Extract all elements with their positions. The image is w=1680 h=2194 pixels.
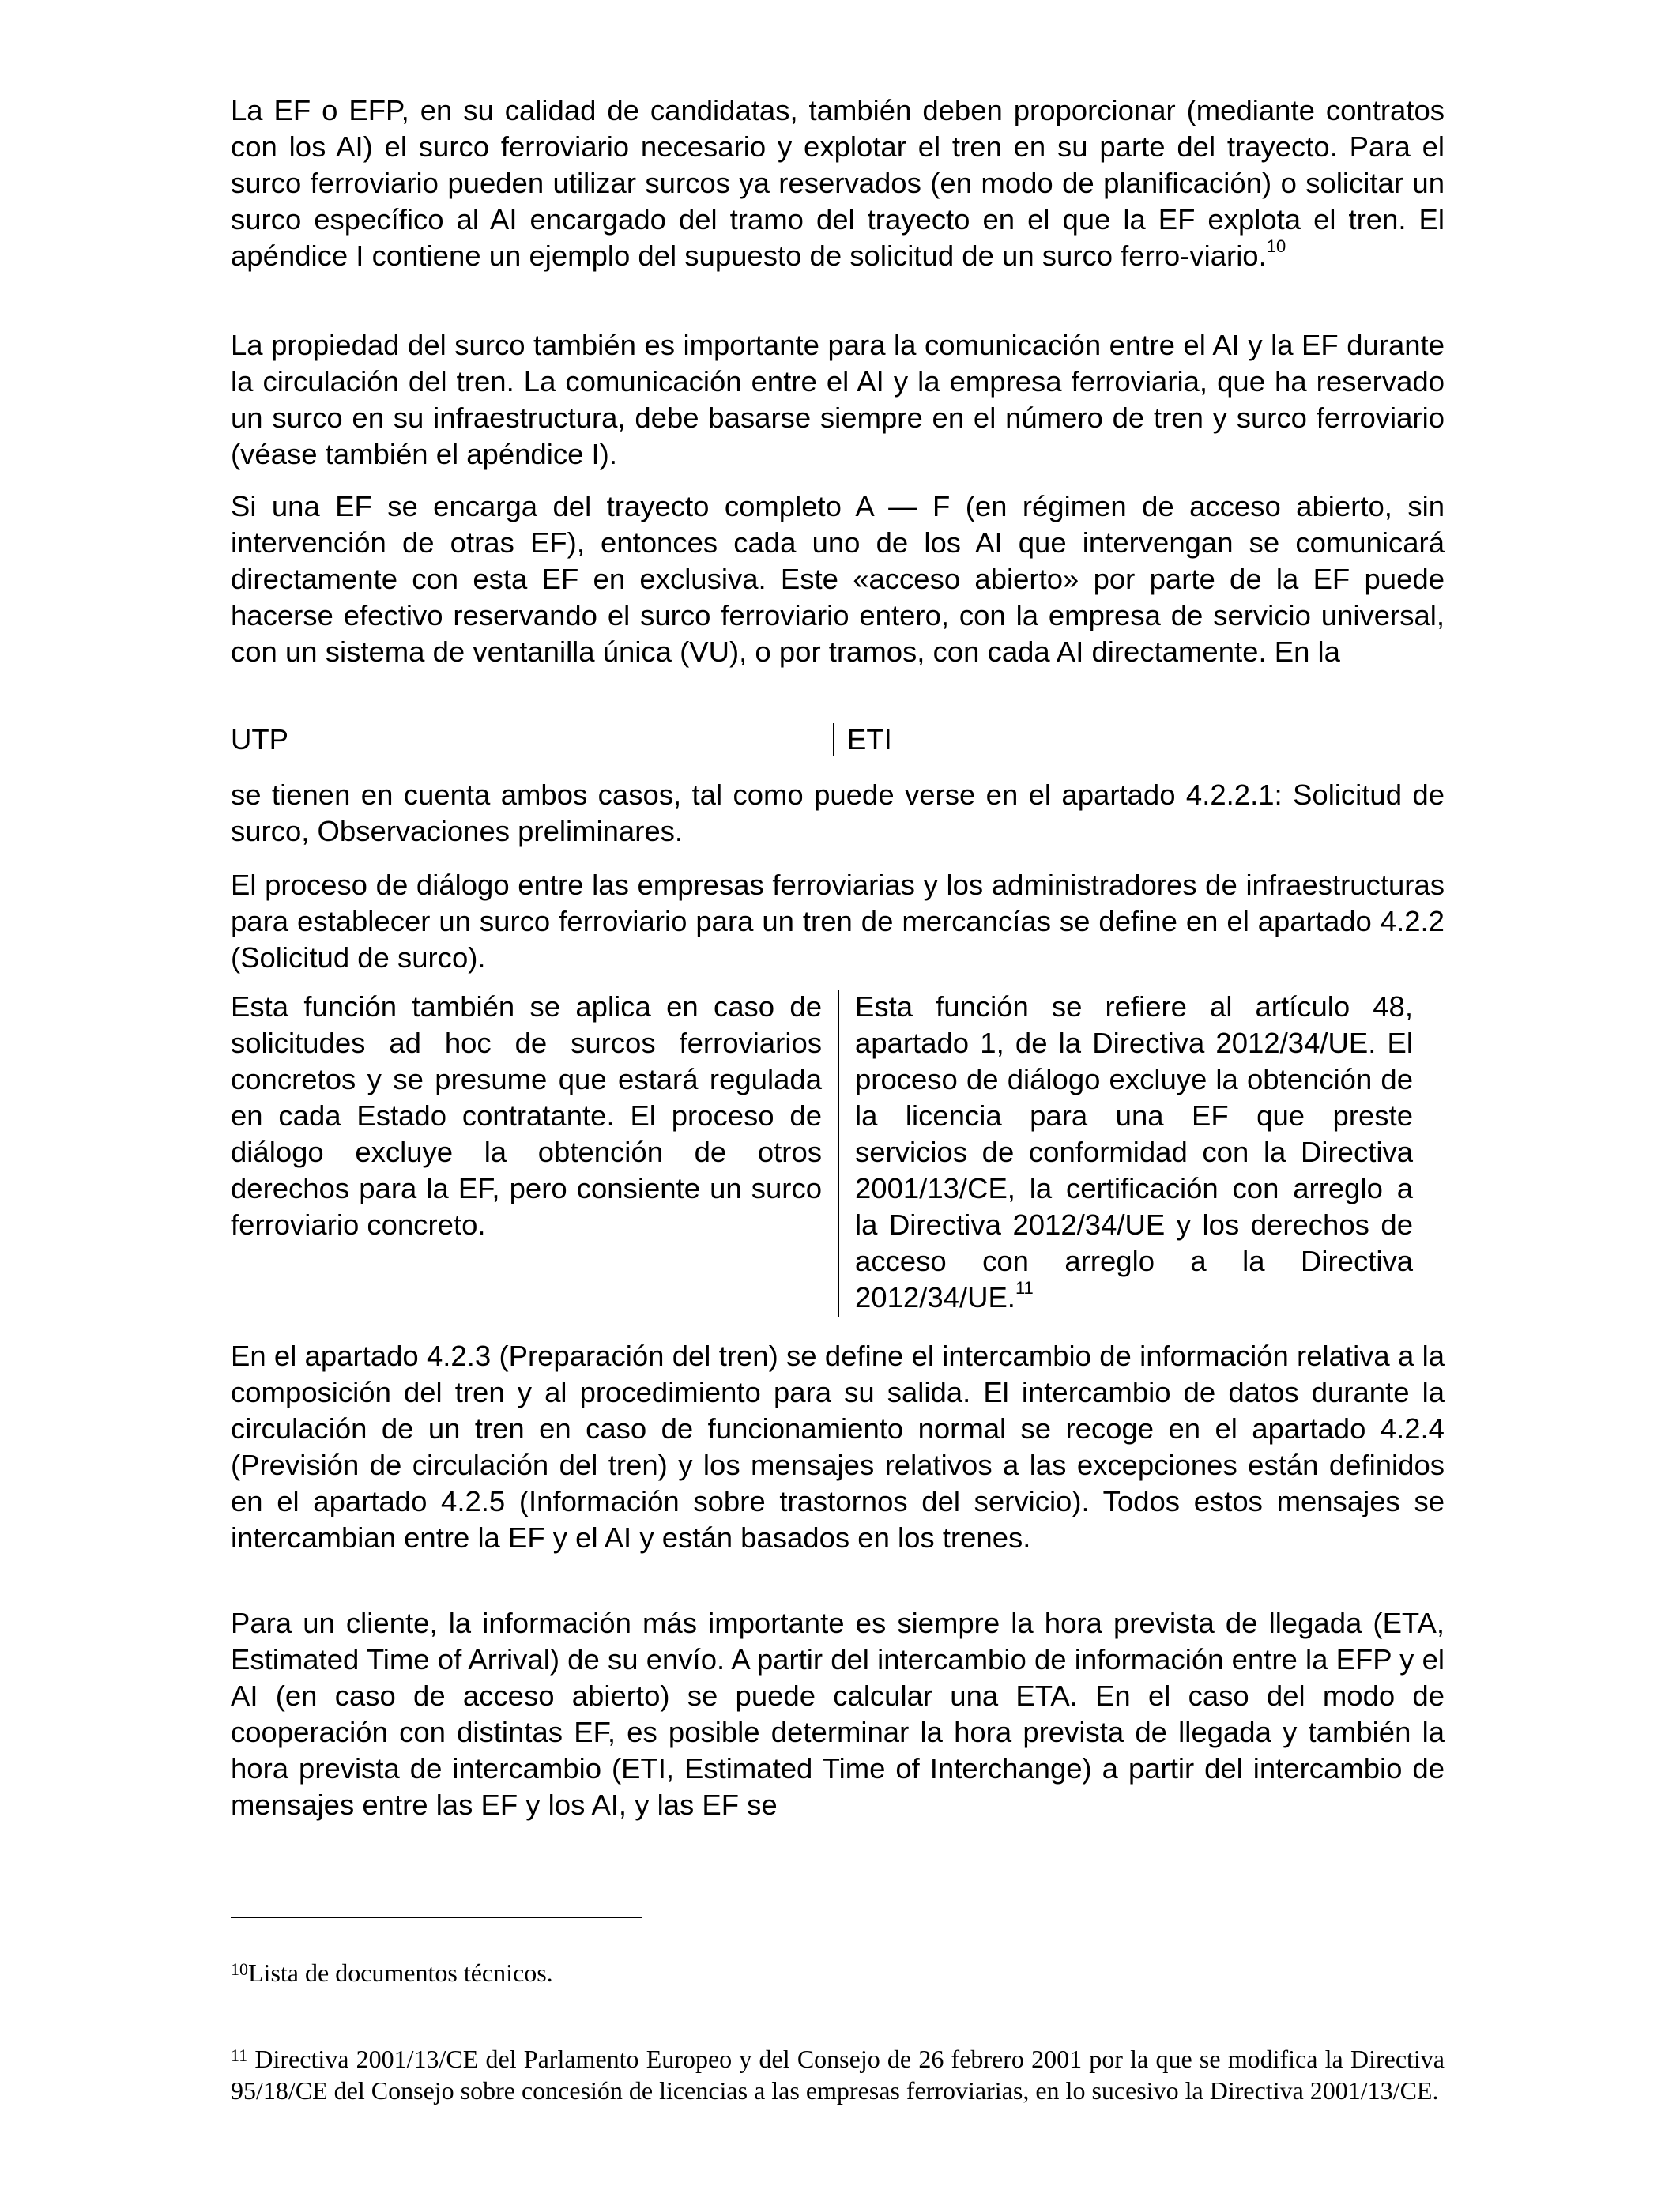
utp-eti-row [231, 722, 1445, 763]
footnote-number: 10 [231, 1959, 248, 1979]
footnote-ref-10[interactable]: 10 [1266, 236, 1286, 256]
paragraph-eta: Para un cliente, la información más importante es siempre la hora prevista de llegada (ETA, Estimated Time of Arrival) de su envío. A partir del intercambio de información entre la EFP y el AI (en caso de acceso abierto) se puede calcular una ETA. En el caso del modo de cooperación con distintas EF, es posible determinar la hora prevista de llegada y también la hora prevista de intercambio (ETI, Estimated Time of Interchange) a partir del intercambio de mensajes entre las EF y los AI, y las EF se [231, 1607, 1445, 1821]
footnote-10 [231, 1957, 1445, 1989]
paragraph-propiedad-surco: La propiedad del surco también es importante para la comunicación entre el AI y la EF durante la circulación del tren. La comunicación entre el AI y la empresa ferroviaria, que ha reservado un surco en su infraestructura, debe basarse siempre en el número de tren y surco ferroviario (véase también el apéndice I). [231, 329, 1445, 470]
paragraph-acceso-abierto: Si una EF se encarga del trayecto completo A — F (en régimen de acceso abierto, sin intervención de otras EF), entonces cada uno de los AI que intervengan se comunicará directamente con esta EF en exclusiva. Este «acceso abierto» por parte de la EF puede hacerse efectivo reservando el surco ferroviario entero, con la empresa de servicio universal, con un sistema de ventanilla única (VU), o por tramos, con cada AI directamente. En la [231, 490, 1445, 668]
footnote-number: 11 [231, 2045, 248, 2065]
two-column-comparison [231, 989, 1413, 1317]
utp-column-text: Esta función también se aplica en caso de solicitudes ad hoc de surcos ferroviarios concretos y se presume que estará regulada en cada Estado contratante. El proceso de diálogo excluye la obtención de otros derechos para la EF, pero consiente un surco ferroviario concreto. [231, 990, 822, 1241]
paragraph-proceso-dialogo: El proceso de diálogo entre las empresas ferroviarias y los administradores de infraestructuras para establecer un surco ferroviario para un tren de mercancías se define en el apartado 4.2.2 (Solicitud de surco). [231, 869, 1445, 974]
utp-label: UTP [231, 723, 288, 756]
footnote-text: Lista de documentos técnicos. [248, 1958, 553, 1987]
column-divider [838, 990, 839, 1317]
eti-column [855, 989, 1413, 1316]
footnote-ref-11[interactable]: 11 [1015, 1277, 1034, 1298]
footnote-separator [231, 1917, 642, 1918]
footnote-text: Directiva 2001/13/CE del Parlamento Europeo y del Consejo de 26 febrero 2001 por la que se modifica la Directiva 95/18/CE del Consejo sobre concesión de licencias a las empresas ferroviarias, en lo sucesivo la Directiva 2001/13/CE. [231, 2045, 1445, 2105]
paragraph-text: La EF o EFP, en su calidad de candidatas, también deben proporcionar (mediante contratos con los AI) el surco ferroviario necesario y explotar el tren en su parte del trayecto. Para el surco ferroviario pueden utilizar surcos ya reservados (en modo de planificación) o solicitar un surco específico al AI encargado del tramo del trayecto en el que la EF explota el tren. El apéndice I contiene un ejemplo del supuesto de solicitud de un surco ferro-viario. [231, 94, 1445, 272]
paragraph-ambos-casos: se tienen en cuenta ambos casos, tal como puede verse en el apartado 4.2.2.1: Solicitud de surco, Observaciones preliminares. [231, 778, 1445, 847]
paragraph-candidatas [231, 92, 1445, 274]
footnote-11 [231, 2043, 1445, 2106]
paragraph-preparacion-tren: En el apartado 4.2.3 (Preparación del tren) se define el intercambio de información relativa a la composición del tren y al procedimiento para su salida. El intercambio de datos durante la circulación de un tren en caso de funcionamiento normal se recoge en el apartado 4.2.4 (Previsión de circulación del tren) y los mensajes relativos a las excepciones están definidos en el apartado 4.2.5 (Información sobre trastornos del servicio). Todos estos mensajes se intercambian entre la EF y el AI y están basados en los trenes. [231, 1340, 1445, 1554]
eti-label: ETI [847, 723, 892, 756]
column-divider [833, 723, 834, 756]
eti-column-text: Esta función se refiere al artículo 48, apartado 1, de la Directiva 2012/34/UE. El proceso de diálogo excluye la obtención de la licencia para una EF que preste servicios de conformidad con la Directiva 2001/13/CE, la certificación con arreglo a la Directiva 2012/34/UE y los derechos de acceso con arreglo a la Directiva 2012/34/UE. [855, 990, 1413, 1314]
